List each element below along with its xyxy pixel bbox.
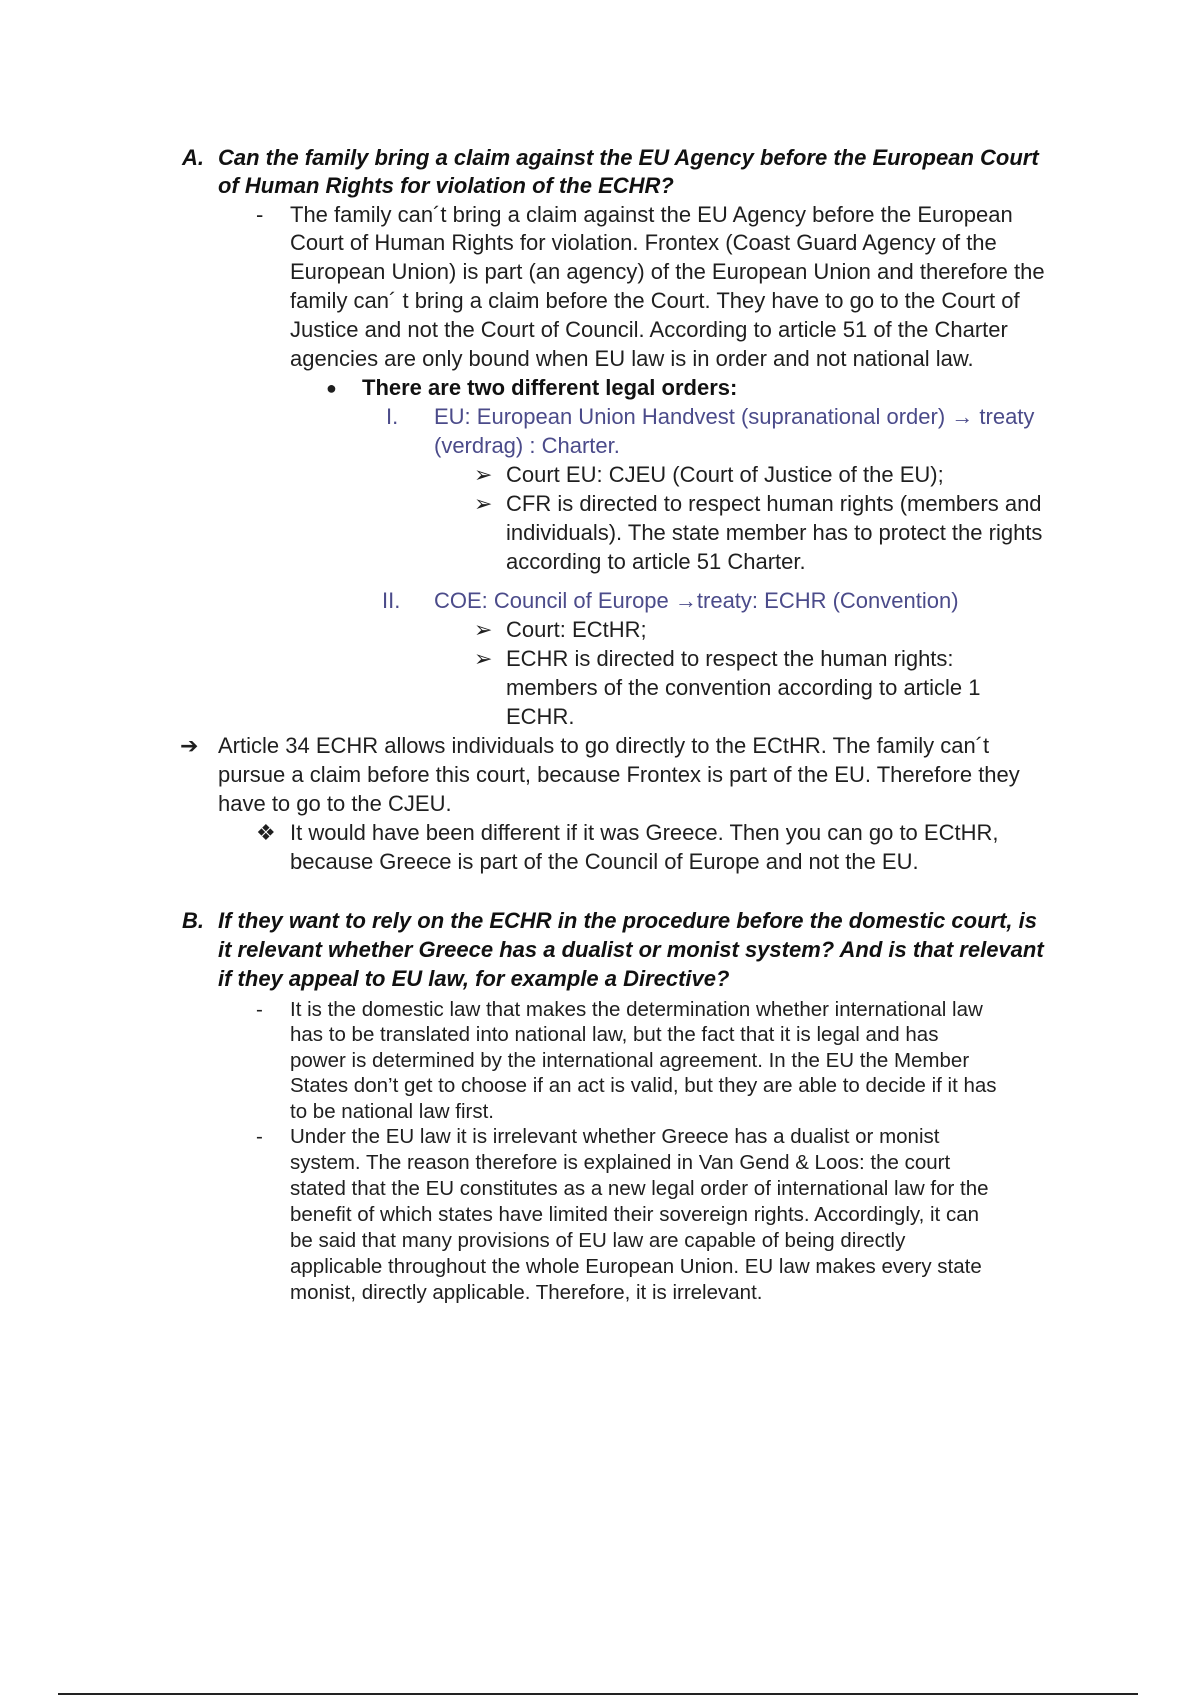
answer-dash-marker: -	[256, 998, 263, 1021]
section-a-question-line: Can the family bring a claim against the EU Agency before the European Court	[218, 145, 1039, 170]
section-b-question-line: If they want to rely on the ECHR in the procedure before the domestic court, is	[218, 908, 1038, 933]
arrow-bullet-icon: ➢	[474, 462, 493, 487]
answer-line: States don’t get to choose if an act is valid, but they are able to decide if it has	[290, 1074, 997, 1097]
order-point-line: members of the convention according to article 1	[506, 675, 981, 700]
order-point-line: CFR is directed to respect human rights (members and	[506, 491, 1042, 516]
legal-orders-heading: There are two different legal orders:	[362, 375, 738, 400]
answer-dash-marker: -	[256, 202, 264, 227]
answer-line: to be national law first.	[290, 1100, 494, 1123]
answer-line: agencies are only bound when EU law is in order and not national law.	[290, 346, 974, 371]
order-numeral: II.	[382, 588, 401, 613]
answer-line: Court of Human Rights for violation. Frontex (Coast Guard Agency of the	[290, 230, 997, 255]
order-title-line: EU: European Union Handvest (supranational order) → treaty	[434, 404, 1035, 429]
answer-line: The family can´t bring a claim against the EU Agency before the European	[290, 202, 1013, 227]
answer-line: monist, directly applicable. Therefore, it is irrelevant.	[290, 1281, 763, 1304]
answer-line: benefit of which states have limited their sovereign rights. Accordingly, it can	[290, 1203, 979, 1226]
page-bottom-divider	[58, 1693, 1138, 1695]
section-a-marker: A.	[182, 145, 204, 170]
order-point-line: Court EU: CJEU (Court of Justice of the EU);	[506, 462, 944, 487]
answer-line: family can´ t bring a claim before the Court. They have to go to the Court of	[290, 288, 1020, 313]
conclusion-line: Article 34 ECHR allows individuals to go directly to the ECtHR. The family can´t	[218, 733, 990, 758]
answer-line: It is the domestic law that makes the determination whether international law	[290, 998, 983, 1021]
answer-line: power is determined by the international agreement. In the EU the Member	[290, 1049, 970, 1072]
conclusion-line: pursue a claim before this court, because Frontex is part of the EU. Therefore they	[218, 762, 1020, 787]
order-point-line: Court: ECtHR;	[506, 617, 647, 642]
answer-line: stated that the EU constitutes as a new legal order of international law for the	[290, 1177, 989, 1200]
answer-line: Under the EU law it is irrelevant whether Greece has a dualist or monist	[290, 1125, 940, 1148]
section-b-question-line: if they appeal to EU law, for example a Directive?	[218, 966, 730, 991]
order-point-line: ECHR is directed to respect the human rights:	[506, 646, 954, 671]
arrow-bullet-icon: ➢	[474, 617, 493, 642]
conclusion-arrow-icon: ➔	[180, 733, 199, 758]
arrow-bullet-icon: ➢	[474, 646, 493, 671]
conclusion-line: have to go to the CJEU.	[218, 791, 452, 816]
answer-line: system. The reason therefore is explained in Van Gend & Loos: the court	[290, 1151, 951, 1174]
section-a-question-line: of Human Rights for violation of the ECHR?	[218, 173, 674, 198]
order-title-line: COE: Council of Europe →treaty: ECHR (Convention)	[434, 588, 959, 613]
note-line: because Greece is part of the Council of Europe and not the EU.	[290, 849, 919, 874]
answer-line: has to be translated into national law, but the fact that it is legal and has	[290, 1023, 939, 1046]
answer-line: European Union) is part (an agency) of the European Union and therefore the	[290, 259, 1045, 284]
arrow-bullet-icon: ➢	[474, 491, 493, 516]
order-numeral: I.	[386, 404, 399, 429]
answer-dash-marker: -	[256, 1125, 263, 1148]
answer-line: be said that many provisions of EU law are capable of being directly	[290, 1229, 906, 1252]
order-title-line: (verdrag) : Charter.	[434, 433, 620, 458]
section-b-question-line: it relevant whether Greece has a dualist or monist system? And is that relevant	[218, 937, 1044, 962]
note-diamond-icon: ❖	[256, 820, 276, 845]
order-point-line: individuals). The state member has to protect the rights	[506, 520, 1043, 545]
section-b-marker: B.	[182, 908, 204, 933]
order-point-line: ECHR.	[506, 704, 575, 729]
answer-line: Justice and not the Court of Council. According to article 51 of the Charter	[290, 317, 1008, 342]
note-line: It would have been different if it was Greece. Then you can go to ECtHR,	[290, 820, 999, 845]
answer-line: applicable throughout the whole European Union. EU law makes every state	[290, 1255, 982, 1278]
order-point-line: according to article 51 Charter.	[506, 549, 806, 574]
bullet-marker: ●	[326, 378, 337, 398]
